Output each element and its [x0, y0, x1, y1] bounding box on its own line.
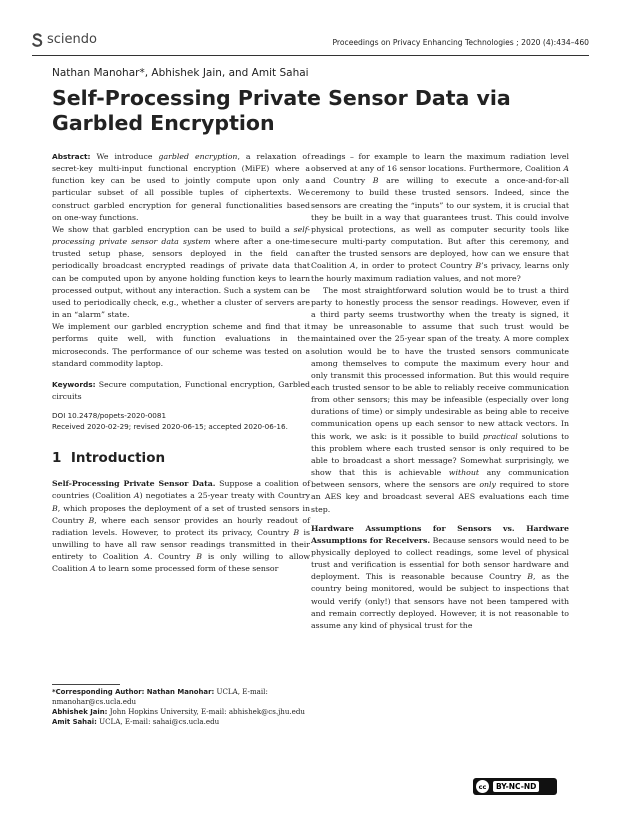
keywords: Keywords: Secure computation, Functional encryption, Garbled circuits	[52, 379, 310, 401]
footnote: Abhishek Jain: John Hopkins University, E-mail: abhishek@cs.jhu.edu	[52, 707, 305, 716]
doi: DOI 10.2478/popets-2020-0081	[52, 411, 167, 421]
abstract-label: Abstract:	[52, 152, 91, 161]
abstract-paragraph: We implement our garbled encryption scheme and find that it performs quite well, with function evaluations in the microseconds. The performance of our scheme was tested on a standard commodity laptop.	[52, 322, 310, 368]
creative-commons-icon: cc	[476, 780, 489, 793]
paragraph-heading: Self-Processing Private Sensor Data.	[52, 479, 216, 489]
right-column	[311, 151, 569, 632]
keywords-label: Keywords:	[52, 379, 96, 389]
cc-license-badge[interactable]	[473, 778, 557, 795]
left-column	[52, 151, 310, 576]
intro-paragraph-continued: readings – for example to learn the maximum radiation level observed at any of 16 sensor locations. Furthermore, Coalition A and Country B are willing to execute a once-and-for-all ceremony to build these trusted sensors. Indeed, since the sensors are creating the “inputs” to our system, it is crucial that they be built in a way that guarantees trust. This could involve physical protections, as well as computer security tools like secure multi-party computation. But after this ceremony, and after the trusted sensors are deployed, how can we ensure that Coalition A, in order to protect Country B’s privacy, learns only the hourly maximum radiation values, and not more?	[311, 152, 570, 283]
author-list: Nathan Manohar*, Abhishek Jain, and Amit Sahai	[52, 67, 309, 79]
abstract-paragraph: Abstract: We introduce garbled encryption, a relaxation of secret-key multi-input functional encryption (MiFE) where a function key can be used to jointly compute upon only a particular subset of all possible tuples of ciphertexts. We construct garbled encryption for general functionalities based on one-way functions.	[52, 152, 311, 222]
paragraph-heading: Hardware Assumptions for Sensors vs. Hardware Assumptions for Receivers.	[311, 523, 569, 545]
license-text: BY-NC-ND	[493, 781, 539, 792]
sciendo-mark-icon	[32, 33, 43, 47]
paper-title: Self-Processing Private Sensor Data via Garbled Encryption	[52, 86, 511, 135]
received-dates: Received 2020-02-29; revised 2020-06-15; accepted 2020-06-16.	[52, 422, 288, 432]
logo-text: sciendo	[47, 32, 97, 47]
abstract-paragraph: We show that garbled encryption can be used to build a self-processing private sensor data system where after a one-time trusted setup phase, sensors deployed in the field can periodically broadcast encrypted readings of private data that can be computed upon by anyone holding function keys to learn processed output, without any interaction. Such a system can be used to periodically check, e.g., whether a cluster of servers are in an “alarm” state.	[52, 224, 310, 320]
author-footnotes	[52, 687, 310, 727]
footnote: Amit Sahai: UCLA, E-mail: sahai@cs.ucla.edu	[52, 717, 220, 726]
footnote-rule	[52, 684, 120, 685]
journal-citation: Proceedings on Privacy Enhancing Technologies ; 2020 (4):434–460	[332, 38, 589, 47]
intro-paragraph: Self-Processing Private Sensor Data. Suppose a coalition of countries (Coalition A) negotiates a 25-year treaty with Country B, which proposes the deployment of a set of trusted sensors in Country B, where each sensor provides an hourly readout of radiation levels. However, to protect its privacy, Country B is unwilling to have all raw sensor readings transmitted in their entirety to Coalition A. Country B is only willing to allow Coalition A to learn some processed form of these sensor	[52, 479, 311, 574]
publisher-logo	[32, 32, 97, 47]
section-heading: 1 Introduction	[52, 450, 166, 467]
header-rule	[32, 55, 589, 56]
intro-paragraph: The most straightforward solution would be to trust a third party to honestly process the sensor readings. However, even if a third party seems trustworthy when the treaty is signed, it may be unreasonable to assume that such trust would be maintained over the 25-year span of the treaty. A more complex solution would be to have the trusted sensors communicate among themselves to compute the maximum every hour and only transmit this processed information. But this would require each trusted sensor to be able to reliably receive communication from other sensors; this may be infeasible (especially over long durations of time) or simply undesirable as being able to receive communication opens up each sensor to new attack vectors. In this work, we ask: is it possible to build practical solutions to this problem where each trusted sensor is only required to be able to broadcast a short message? Somewhat surprisingly, we show that this is achievable without any communication between sensors, where the sensors are only required to store an AES key and broadcast several AES evaluations each time step.	[311, 285, 570, 514]
footnote: *Corresponding Author: Nathan Manohar: UCLA, E-mail: nmanohar@cs.ucla.edu	[52, 687, 268, 706]
page-header	[32, 30, 589, 52]
intro-paragraph: Hardware Assumptions for Sensors vs. Hardware Assumptions for Receivers. Because sensors would need to be physically deployed to collect readings, some level of physical trust and verification is essential for both sensor hardware and deployment. This is reasonable because Country B, as the country being monitored, would be subject to inspections that would verify (only!) that sensors have not been tampered with and remain correctly deployed. However, it is not reasonable to assume any kind of physical trust for the	[311, 523, 569, 630]
